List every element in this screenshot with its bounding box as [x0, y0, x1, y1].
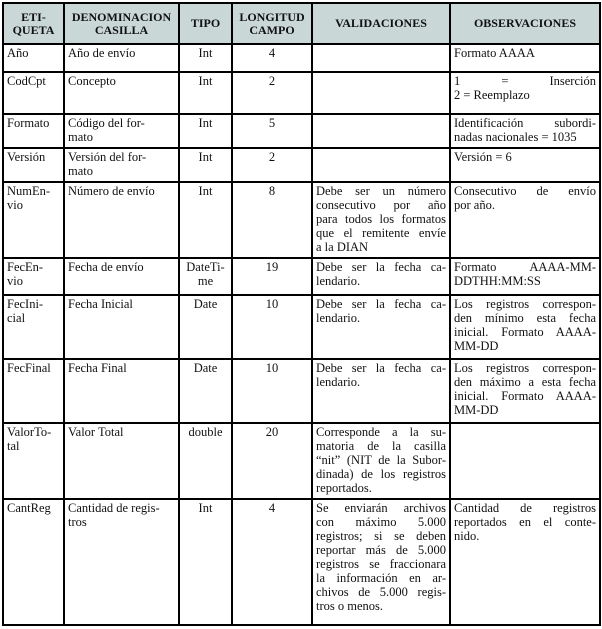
header-denominacion-line: DENOMINACION — [71, 9, 172, 24]
header-longitud-line: LONGITUD — [239, 9, 305, 24]
tipo-line: Int — [198, 74, 213, 88]
denominacion-line: Fecha Inicial — [68, 297, 133, 311]
cell-validaciones — [312, 359, 450, 423]
cell-observaciones — [450, 114, 600, 148]
etiqueta-line: NumEn- — [7, 184, 51, 198]
validaciones-line: reportar más de 5.000 — [316, 543, 446, 557]
cell-observaciones — [450, 295, 600, 359]
etiqueta-line: ValorTo- — [7, 425, 52, 439]
denominacion-line: mato — [68, 130, 93, 144]
cell-tipo — [179, 148, 232, 182]
table-row — [3, 295, 600, 359]
tipo-line: Int — [198, 116, 213, 130]
cell-observaciones — [450, 359, 600, 423]
etiqueta-line: cial — [7, 311, 26, 325]
cell-etiqueta — [3, 114, 64, 148]
validaciones-line: para todos los formatos — [316, 212, 446, 226]
observaciones-line: Versión = 6 — [454, 150, 512, 164]
cell-validaciones — [312, 72, 450, 114]
etiqueta-line: Versión — [7, 150, 46, 164]
validaciones-line: “nit” (NIT de la Subor- — [316, 453, 446, 467]
cell-validaciones — [312, 114, 450, 148]
cell-denominacion — [64, 423, 179, 499]
tipo-line: me — [197, 274, 214, 288]
cell-tipo — [179, 182, 232, 258]
validaciones-line: lendario. — [316, 311, 361, 325]
validaciones-line: consecutivo por año — [316, 198, 446, 212]
cell-observaciones — [450, 44, 600, 72]
observaciones-line: MM-DD — [454, 403, 499, 417]
observaciones-line: Consecutivo de envío — [454, 184, 596, 198]
table-row — [3, 423, 600, 499]
cell-tipo — [179, 258, 232, 295]
denominacion-line: Número de envío — [68, 184, 155, 198]
tipo-line: double — [188, 425, 223, 439]
cell-denominacion — [64, 258, 179, 295]
observaciones-line: den máximo a esta fecha — [454, 375, 596, 389]
etiqueta-line: CodCpt — [7, 74, 46, 88]
cell-etiqueta — [3, 499, 64, 625]
cell-denominacion — [64, 499, 179, 625]
table-row — [3, 359, 600, 423]
validaciones-line: dinada) de los registros — [316, 467, 446, 481]
observaciones-line: DDTHH:MM:SS — [454, 274, 541, 288]
denominacion-line: Cantidad de regis- — [68, 501, 160, 515]
cell-denominacion — [64, 359, 179, 423]
validaciones-line: Debe ser la fecha ca- — [316, 361, 446, 375]
header-longitud — [232, 3, 312, 44]
table-row — [3, 258, 600, 295]
cell-longitud: 8 — [232, 182, 312, 258]
validaciones-line: chivos de 5.000 regis- — [316, 585, 446, 599]
denominacion-line: Valor Total — [68, 425, 124, 439]
validaciones-line: reportados. — [316, 481, 372, 495]
cell-tipo — [179, 499, 232, 625]
cell-validaciones — [312, 148, 450, 182]
validaciones-line: lendario. — [316, 274, 361, 288]
cell-etiqueta — [3, 295, 64, 359]
table-body — [3, 44, 600, 625]
cell-denominacion — [64, 182, 179, 258]
observaciones-line: inicial. Formato AAAA- — [454, 389, 596, 403]
cell-validaciones — [312, 499, 450, 625]
cell-etiqueta — [3, 72, 64, 114]
tipo-line: Int — [198, 501, 213, 515]
cell-denominacion — [64, 114, 179, 148]
observaciones-line: 2 = Reemplazo — [454, 88, 530, 102]
validaciones-line: Debe ser la fecha ca- — [316, 297, 446, 311]
cell-longitud: 4 — [232, 44, 312, 72]
cell-observaciones — [450, 148, 600, 182]
table-row — [3, 114, 600, 148]
observaciones-line: por año. — [454, 198, 495, 212]
validaciones-line: tros o menos. — [316, 599, 384, 613]
cell-validaciones — [312, 258, 450, 295]
table-row — [3, 499, 600, 625]
validaciones-line: Debe ser la fecha ca- — [316, 260, 446, 274]
tipo-line: Int — [198, 150, 213, 164]
etiqueta-line: Formato — [7, 116, 50, 130]
observaciones-line: Formato AAAA — [454, 46, 535, 60]
cell-validaciones — [312, 295, 450, 359]
table-row — [3, 72, 600, 114]
cell-validaciones — [312, 44, 450, 72]
field-spec-table — [2, 2, 601, 626]
header-validaciones: VALIDACIONES — [312, 3, 450, 44]
cell-observaciones — [450, 499, 600, 625]
tipo-line: Int — [198, 184, 213, 198]
header-row — [3, 3, 600, 44]
cell-longitud: 19 — [232, 258, 312, 295]
cell-tipo — [179, 44, 232, 72]
etiqueta-line: FecEn- — [7, 260, 44, 274]
header-etiqueta-line: ETI- — [21, 9, 46, 24]
validaciones-line: con máximo 5.000 — [316, 515, 446, 529]
validaciones-line: lendario. — [316, 375, 361, 389]
validaciones-line: la información en ar- — [316, 571, 446, 585]
observaciones-line: MM-DD — [454, 339, 499, 353]
cell-etiqueta — [3, 258, 64, 295]
denominacion-line: mato — [68, 164, 93, 178]
cell-denominacion — [64, 44, 179, 72]
cell-tipo — [179, 72, 232, 114]
cell-denominacion — [64, 295, 179, 359]
validaciones-line: registros; si se deben — [316, 529, 446, 543]
etiqueta-line: FecIni- — [7, 297, 44, 311]
observaciones-line: nadas nacionales = 1035 — [454, 130, 577, 144]
cell-longitud: 4 — [232, 499, 312, 625]
cell-observaciones — [450, 182, 600, 258]
header-denominacion-line: CASILLA — [94, 22, 149, 37]
denominacion-line: Año de envío — [68, 46, 136, 60]
header-longitud-line: CAMPO — [249, 22, 295, 37]
cell-tipo — [179, 359, 232, 423]
etiqueta-line: vio — [7, 198, 23, 212]
tipo-line: Int — [198, 46, 213, 60]
validaciones-line: matoria de la casilla — [316, 439, 446, 453]
header-tipo: TIPO — [179, 3, 232, 44]
table-row — [3, 182, 600, 258]
cell-etiqueta — [3, 148, 64, 182]
validaciones-line: registros se fraccionara — [316, 557, 446, 571]
cell-etiqueta — [3, 182, 64, 258]
header-etiqueta — [3, 3, 64, 44]
cell-validaciones — [312, 182, 450, 258]
observaciones-line: 1 = Inserción — [454, 74, 596, 88]
cell-longitud: 10 — [232, 295, 312, 359]
table-row — [3, 148, 600, 182]
etiqueta-line: tal — [7, 439, 20, 453]
tipo-line: DateTi- — [186, 260, 225, 274]
validaciones-line: a la DIAN — [316, 240, 369, 254]
cell-tipo — [179, 114, 232, 148]
denominacion-line: Concepto — [68, 74, 116, 88]
observaciones-line: Formato AAAA-MM- — [454, 260, 596, 274]
table-row — [3, 44, 600, 72]
cell-tipo — [179, 295, 232, 359]
header-etiqueta-line: QUETA — [12, 22, 55, 37]
observaciones-line: reportados en el conte- — [454, 515, 596, 529]
observaciones-line: inicial. Formato AAAA- — [454, 325, 596, 339]
observaciones-line: Los registros correspon- — [454, 361, 596, 375]
tipo-line: Date — [193, 361, 218, 375]
header-observaciones: OBSERVACIONES — [450, 3, 600, 44]
cell-etiqueta — [3, 44, 64, 72]
observaciones-line: Los registros correspon- — [454, 297, 596, 311]
cell-longitud: 10 — [232, 359, 312, 423]
cell-validaciones — [312, 423, 450, 499]
cell-observaciones — [450, 423, 600, 499]
validaciones-line: Corresponde a la su- — [316, 425, 446, 439]
observaciones-line: Cantidad de registros — [454, 501, 596, 515]
cell-observaciones — [450, 258, 600, 295]
validaciones-line: Se enviarán archivos — [316, 501, 446, 515]
cell-denominacion — [64, 72, 179, 114]
cell-denominacion — [64, 148, 179, 182]
observaciones-line: Identificación subordi- — [454, 116, 596, 130]
denominacion-line: Versión del for- — [68, 150, 147, 164]
cell-etiqueta — [3, 359, 64, 423]
observaciones-line: den mínimo esta fecha — [454, 311, 596, 325]
validaciones-line: que el remitente envíe — [316, 226, 446, 240]
cell-longitud: 20 — [232, 423, 312, 499]
etiqueta-line: FecFinal — [7, 361, 51, 375]
cell-longitud: 5 — [232, 114, 312, 148]
cell-observaciones — [450, 72, 600, 114]
cell-longitud: 2 — [232, 148, 312, 182]
cell-etiqueta — [3, 423, 64, 499]
validaciones-line: Debe ser un número — [316, 184, 446, 198]
denominacion-line: Fecha de envío — [68, 260, 144, 274]
cell-longitud: 2 — [232, 72, 312, 114]
etiqueta-line: vio — [7, 274, 23, 288]
observaciones-line: nido. — [454, 529, 480, 543]
header-denominacion — [64, 3, 179, 44]
cell-tipo — [179, 423, 232, 499]
denominacion-line: Fecha Final — [68, 361, 127, 375]
etiqueta-line: CantReg — [7, 501, 51, 515]
denominacion-line: Código del for- — [68, 116, 145, 130]
tipo-line: Date — [193, 297, 218, 311]
denominacion-line: tros — [68, 515, 87, 529]
etiqueta-line: Año — [7, 46, 29, 60]
